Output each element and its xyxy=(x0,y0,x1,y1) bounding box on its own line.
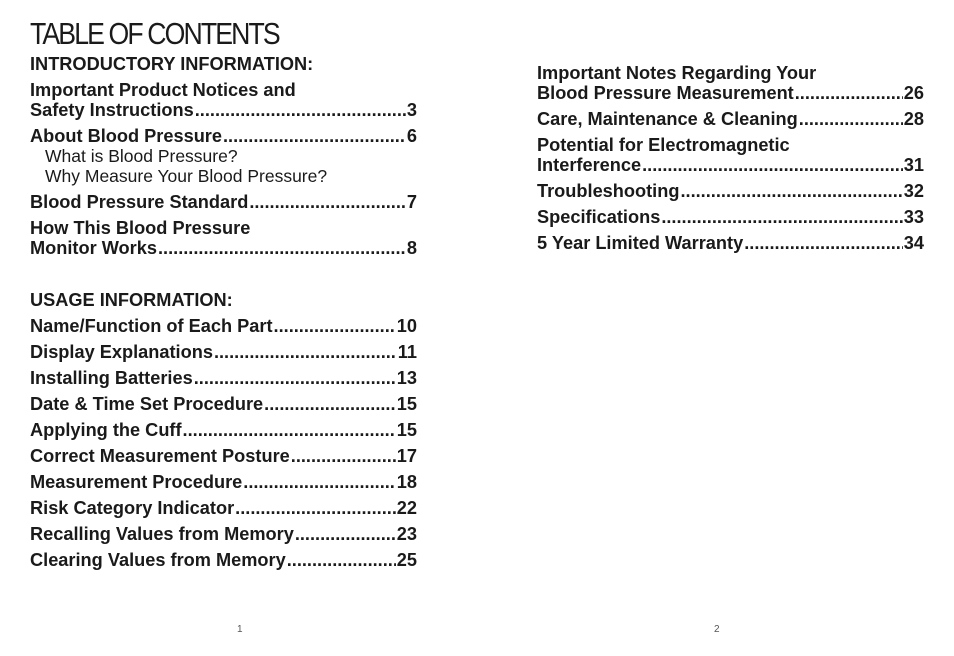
toc-entry-leader xyxy=(537,155,924,175)
dot-leader xyxy=(287,550,396,570)
toc-entry-text: Recalling Values from Memory xyxy=(30,524,294,544)
toc-entry-text: Specifications xyxy=(537,207,661,227)
dot-leader xyxy=(264,394,396,414)
toc-entry[interactable] xyxy=(30,498,417,518)
toc-entry-page: 6 xyxy=(406,126,417,146)
dot-leader xyxy=(249,192,406,212)
toc-entry-leader xyxy=(30,126,417,146)
toc-entry[interactable] xyxy=(30,192,417,212)
toc-entry[interactable] xyxy=(30,420,417,440)
toc-entry-text: Blood Pressure Standard xyxy=(30,192,249,212)
toc-entry-text: About Blood Pressure xyxy=(30,126,222,146)
toc-entry-text: Measurement Procedure xyxy=(30,472,243,492)
toc-entry-page: 22 xyxy=(396,498,417,518)
toc-entry-page: 18 xyxy=(396,472,417,492)
toc-entry[interactable] xyxy=(537,207,924,227)
toc-entry[interactable] xyxy=(30,342,417,362)
toc-entry[interactable] xyxy=(537,233,924,253)
section-heading-usage: USAGE INFORMATION: xyxy=(30,290,233,310)
toc-entry[interactable] xyxy=(537,109,924,129)
toc-entry-text: Troubleshooting xyxy=(537,181,680,201)
toc-entry-leader xyxy=(30,368,417,388)
toc-entry-leader xyxy=(30,420,417,440)
toc-entry[interactable] xyxy=(30,316,417,336)
toc-entry-leader xyxy=(30,100,417,120)
dot-leader xyxy=(235,498,396,518)
toc-subentry[interactable]: What is Blood Pressure? xyxy=(45,146,238,166)
toc-entry-page: 32 xyxy=(903,181,924,201)
toc-entry-text: Clearing Values from Memory xyxy=(30,550,286,570)
toc-entry-text: Monitor Works xyxy=(30,238,157,258)
toc-entry-text: 5 Year Limited Warranty xyxy=(537,233,744,253)
toc-entry-leader xyxy=(30,524,417,544)
toc-entry-first-line: Important Product Notices and xyxy=(30,80,296,100)
page-number-left: 1 xyxy=(237,624,243,635)
section-heading-introductory: INTRODUCTORY INFORMATION: xyxy=(30,54,314,74)
toc-entry[interactable] xyxy=(30,524,417,544)
toc-entry-page: 8 xyxy=(406,238,417,258)
toc-entry-page: 11 xyxy=(397,342,417,362)
toc-entry-page: 7 xyxy=(406,192,417,212)
toc-entry-leader xyxy=(30,498,417,518)
toc-entry-leader xyxy=(537,83,924,103)
toc-entry-first-line: How This Blood Pressure xyxy=(30,218,251,238)
toc-entry-leader xyxy=(30,446,417,466)
toc-entry-page: 15 xyxy=(396,420,417,440)
toc-entry-text: Display Explanations xyxy=(30,342,213,362)
dot-leader xyxy=(158,238,406,258)
toc-entry-leader xyxy=(30,472,417,492)
toc-entry-text: Risk Category Indicator xyxy=(30,498,235,518)
toc-entry-page: 31 xyxy=(903,155,924,175)
toc-entry-leader xyxy=(30,192,417,212)
toc-entry[interactable] xyxy=(30,446,417,466)
dot-leader xyxy=(183,420,396,440)
right-column xyxy=(537,63,924,259)
toc-entry-first-line: Important Notes Regarding Your xyxy=(537,63,817,83)
dot-leader xyxy=(295,524,396,544)
dot-leader xyxy=(243,472,396,492)
dot-leader xyxy=(744,233,903,253)
toc-entry[interactable] xyxy=(537,63,924,103)
toc-entry-leader xyxy=(30,238,417,258)
toc-entry[interactable] xyxy=(537,135,924,175)
dot-leader xyxy=(223,126,406,146)
toc-entry-page: 33 xyxy=(903,207,924,227)
dot-leader xyxy=(194,368,396,388)
toc-entry-page: 3 xyxy=(406,100,417,120)
toc-entry-text: Blood Pressure Measurement xyxy=(537,83,794,103)
toc-entry-leader xyxy=(537,233,924,253)
toc-entry[interactable] xyxy=(30,472,417,492)
toc-entry-text: Applying the Cuff xyxy=(30,420,182,440)
toc-entry-page: 26 xyxy=(903,83,924,103)
toc-entry-text: Correct Measurement Posture xyxy=(30,446,290,466)
toc-entry-page: 10 xyxy=(396,316,417,336)
toc-entry-text: Name/Function of Each Part xyxy=(30,316,273,336)
toc-entry-text: Date & Time Set Procedure xyxy=(30,394,264,414)
dot-leader xyxy=(661,207,902,227)
dot-leader xyxy=(195,100,406,120)
toc-entry-page: 17 xyxy=(396,446,417,466)
toc-entry-text: Safety Instructions xyxy=(30,100,194,120)
toc-entry-text: Interference xyxy=(537,155,642,175)
toc-entry[interactable] xyxy=(30,394,417,414)
toc-entry-text: Care, Maintenance & Cleaning xyxy=(537,109,798,129)
toc-entry-page: 28 xyxy=(903,109,924,129)
toc-entry-page: 23 xyxy=(396,524,417,544)
toc-entry-text: Installing Batteries xyxy=(30,368,193,388)
toc-entry-first-line: Potential for Electromagnetic xyxy=(537,135,790,155)
toc-entry[interactable] xyxy=(30,550,417,570)
toc-entry[interactable] xyxy=(537,181,924,201)
toc-entry-page: 25 xyxy=(396,550,417,570)
toc-entry[interactable] xyxy=(30,368,417,388)
dot-leader xyxy=(799,109,903,129)
toc-entry[interactable] xyxy=(30,80,417,120)
toc-entry-leader xyxy=(537,109,924,129)
dot-leader xyxy=(680,181,902,201)
left-column xyxy=(30,54,417,576)
toc-entry-page: 15 xyxy=(396,394,417,414)
page-number-right: 2 xyxy=(714,624,720,635)
toc-entry-page: 13 xyxy=(396,368,417,388)
toc-entry-leader xyxy=(537,207,924,227)
toc-entry-leader xyxy=(30,316,417,336)
toc-entry[interactable] xyxy=(30,218,417,258)
toc-entry-leader xyxy=(30,550,417,570)
dot-leader xyxy=(795,83,903,103)
dot-leader xyxy=(274,316,396,336)
toc-entry-page: 34 xyxy=(903,233,924,253)
toc-entry-leader xyxy=(30,394,417,414)
dot-leader xyxy=(214,342,397,362)
toc-entry-leader xyxy=(30,342,417,362)
dot-leader xyxy=(642,155,903,175)
toc-subentry[interactable]: Why Measure Your Blood Pressure? xyxy=(45,166,328,186)
toc-entry-leader xyxy=(537,181,924,201)
dot-leader xyxy=(291,446,396,466)
toc-entry[interactable] xyxy=(30,126,417,186)
page-title: TABLE OF CONTENTS xyxy=(30,16,279,51)
